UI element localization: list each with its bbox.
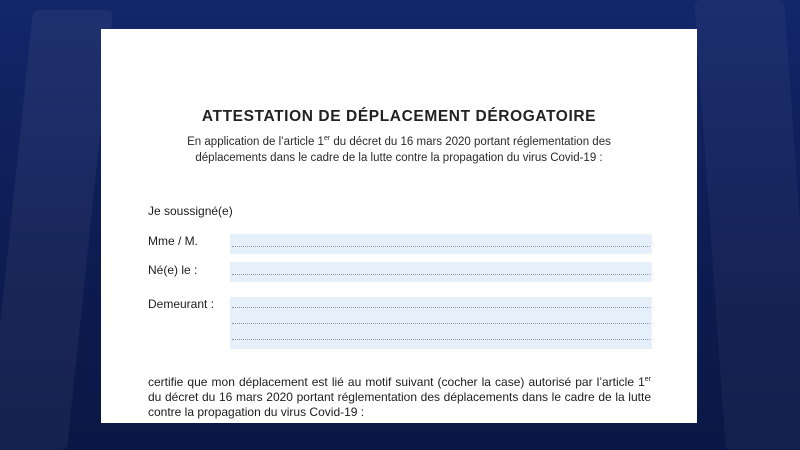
undersigned-label: Je soussigné(e) [148, 204, 233, 218]
document-title: ATTESTATION DE DÉPLACEMENT DÉROGATOIRE [201, 108, 597, 125]
certify-text-end: du décret du 16 mars 2020 portant réglementation des déplacements dans le cadre de la lutte contre la propagation du virus Covid-19 : [148, 390, 651, 419]
background-shape-left [0, 10, 113, 450]
birth-date-field[interactable] [230, 262, 652, 282]
background-shape-right [694, 0, 800, 450]
address-dotted-line [232, 323, 650, 324]
name-dotted-line [232, 246, 650, 247]
document-subtitle [161, 134, 637, 166]
name-field[interactable] [230, 234, 652, 254]
name-label: Mme / M. [148, 234, 198, 248]
certification-statement [148, 375, 651, 420]
certify-ordinal: er [644, 376, 651, 383]
subtitle-text-start: En application de l’article 1 [187, 136, 324, 148]
address-dotted-line [232, 339, 650, 340]
address-dotted-line [232, 307, 650, 308]
address-field[interactable] [230, 297, 652, 349]
attestation-document [101, 29, 697, 423]
certify-text-start: certifie que mon déplacement est lié au motif suivant (cocher la case) autorisé par l’article 1 [148, 375, 645, 389]
birth-date-dotted-line [232, 274, 650, 275]
address-label: Demeurant : [148, 297, 215, 311]
birth-date-label: Né(e) le : [148, 263, 198, 277]
subtitle-ordinal: er [323, 135, 331, 143]
subtitle-text-end: du décret du 16 mars 2020 portant réglementation des déplacements dans le cadre de la lutte contre la propagation du virus Covid-19 : [195, 136, 611, 164]
